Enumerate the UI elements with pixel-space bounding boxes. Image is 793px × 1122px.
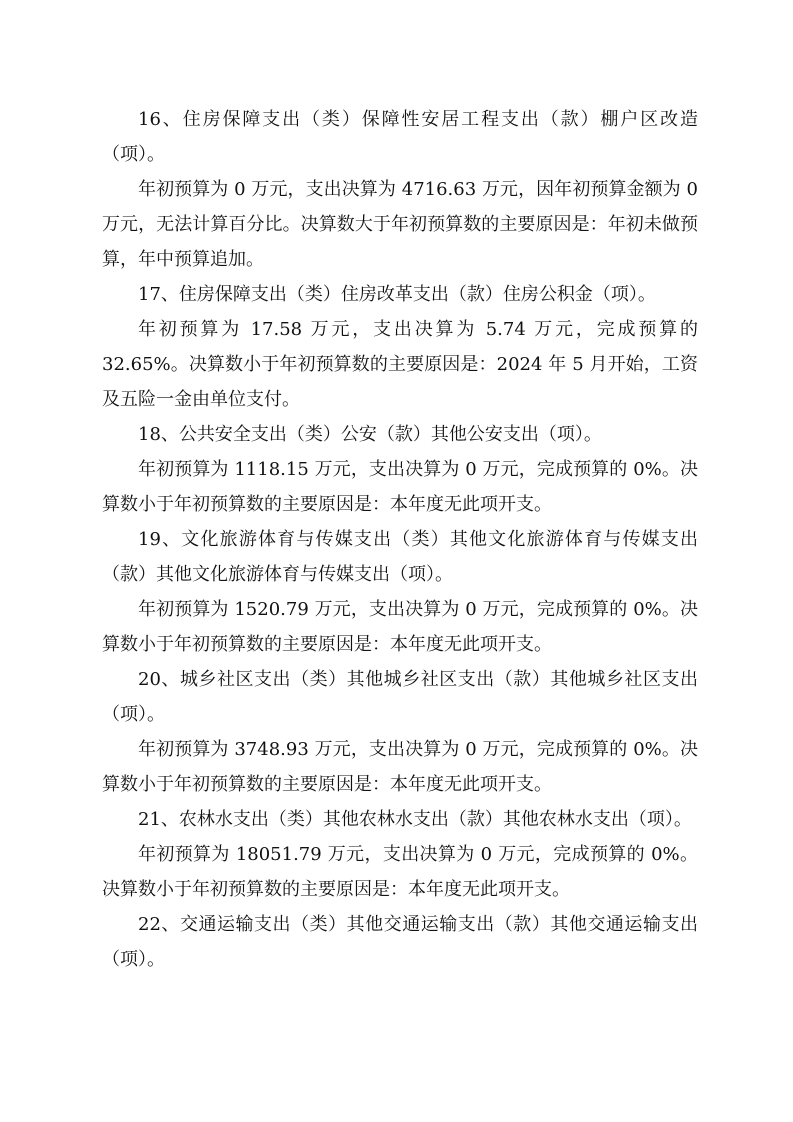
paragraph-item-18-detail: 年初预算为 1118.15 万元，支出决算为 0 万元，完成预算的 0%。决算数小于年初预算数的主要原因是：本年度无此项开支。 [102, 459, 698, 515]
paragraph-item-19-heading: 19、文化旅游体育与传媒支出（类）其他文化旅游体育与传媒支出（款）其他文化旅游体育与传媒支出（项）。 [102, 529, 698, 585]
document-body [102, 102, 698, 977]
paragraph-item-18-heading: 18、公共安全支出（类）公安（款）其他公安支出（项）。 [138, 424, 602, 445]
paragraph-item-21-detail: 年初预算为 18051.79 万元，支出决算为 0 万元，完成预算的 0%。决算数小于年初预算数的主要原因是：本年度无此项开支。 [102, 844, 698, 900]
paragraph-item-19-detail: 年初预算为 1520.79 万元，支出决算为 0 万元，完成预算的 0%。决算数小于年初预算数的主要原因是：本年度无此项开支。 [102, 599, 698, 655]
paragraph-item-16-heading: 16、住房保障支出（类）保障性安居工程支出（款）棚户区改造（项）。 [102, 109, 698, 165]
paragraph-item-20-heading: 20、城乡社区支出（类）其他城乡社区支出（款）其他城乡社区支出（项）。 [102, 669, 698, 725]
paragraph-item-22-heading: 22、交通运输支出（类）其他交通运输支出（款）其他交通运输支出（项）。 [102, 914, 698, 970]
paragraph-item-20-detail: 年初预算为 3748.93 万元，支出决算为 0 万元，完成预算的 0%。决算数小于年初预算数的主要原因是：本年度无此项开支。 [102, 739, 698, 795]
paragraph-item-17-heading: 17、住房保障支出（类）住房改革支出（款）住房公积金（项）。 [138, 284, 656, 305]
paragraph-item-21-heading: 21、农林水支出（类）其他农林水支出（款）其他农林水支出（项）。 [138, 809, 692, 830]
paragraph-item-16-detail: 年初预算为 0 万元，支出决算为 4716.63 万元，因年初预算金额为 0 万元，无法计算百分比。决算数大于年初预算数的主要原因是：年初未做预算，年中预算追加。 [102, 179, 698, 270]
paragraph-item-17-detail: 年初预算为 17.58 万元，支出决算为 5.74 万元，完成预算的 32.65%。决算数小于年初预算数的主要原因是：2024 年 5 月开始，工资及五险一金由单位支付。 [102, 319, 698, 410]
